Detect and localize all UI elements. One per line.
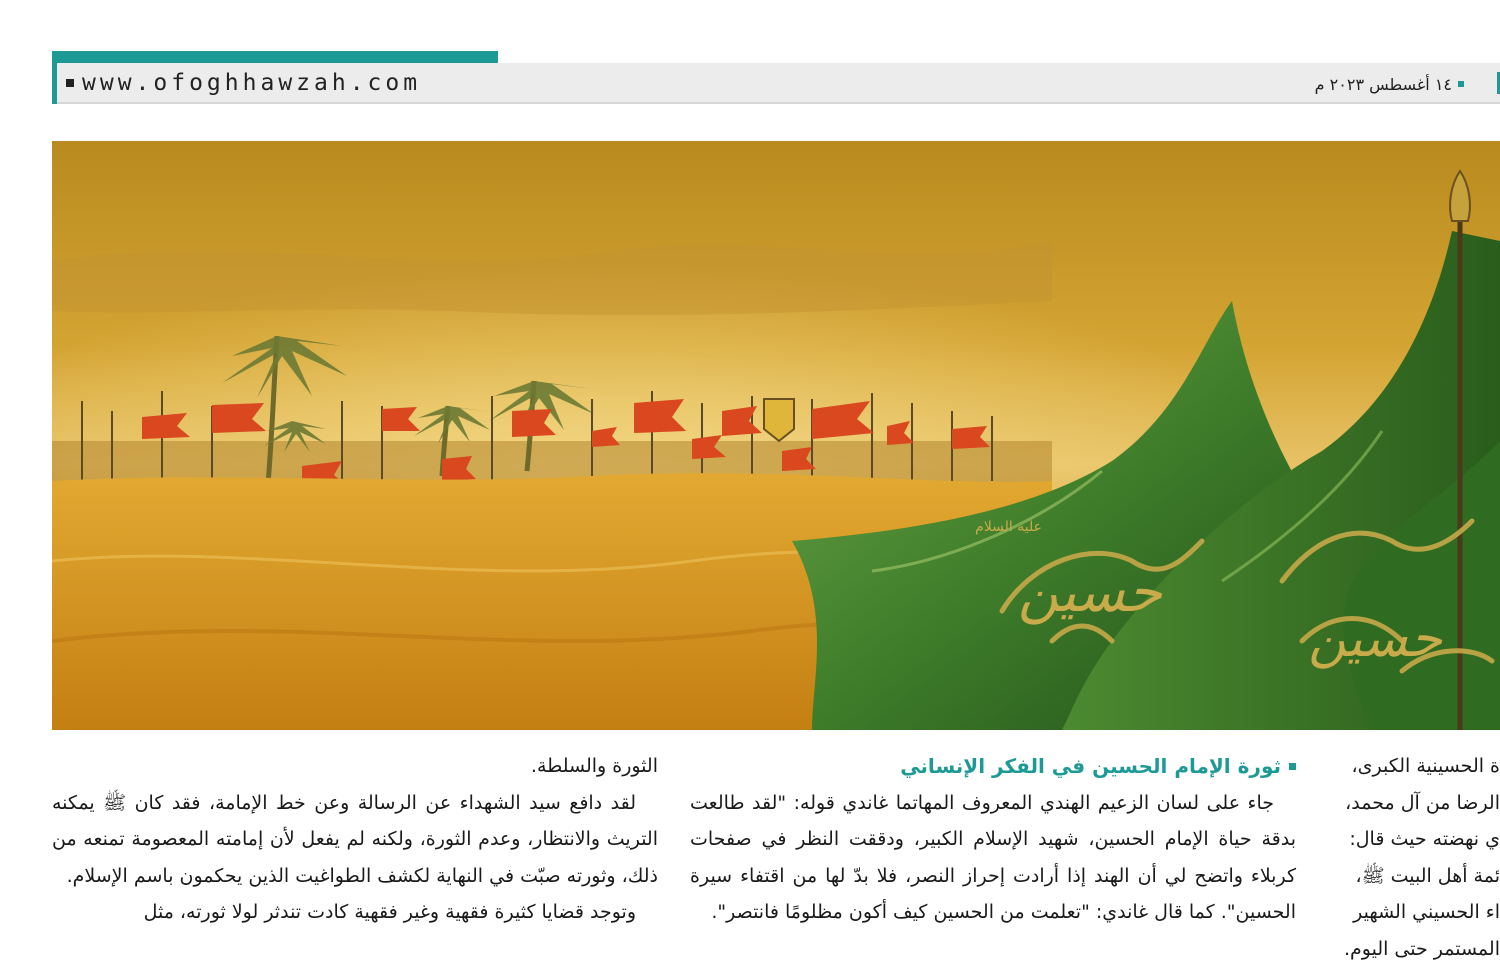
issue-date-text: ١٤ أغسطس ٢٠٢٣ م <box>1314 74 1452 94</box>
article-column-middle <box>690 748 1296 931</box>
header-accent-bar <box>52 51 498 63</box>
paragraph-line: ي نهضته حيث قال: <box>1349 828 1500 850</box>
paragraph: الثورة والسلطة. <box>530 755 658 777</box>
paragraph-line: ة الحسينية الكبرى، <box>1351 755 1500 777</box>
banner-calligraphy: حسين <box>1017 560 1162 625</box>
site-url[interactable] <box>66 68 421 98</box>
paragraph-line: ئمة أهل البيت ﷺ، <box>1355 864 1500 887</box>
hero-illustration <box>52 141 1500 730</box>
square-bullet-icon <box>1289 763 1296 770</box>
square-bullet-icon <box>1458 81 1464 87</box>
issue-date <box>1315 70 1464 98</box>
paragraph-line: الرضا من آل محمد، <box>1345 791 1500 814</box>
section-heading-text: ثورة الإمام الحسين في الفكر الإنساني <box>900 754 1281 778</box>
paragraph-line: اء الحسيني الشهير <box>1353 901 1500 923</box>
paragraph: لقد دافع سيد الشهداء عن الرسالة وعن خط الإمامة، فقد كان ﷺ يمكنه التريث والانتظار، وعدم الثورة، ولكنه لم يفعل لأن إمامته المعصومة تمنعه من ذلك، وثورته صبّت في النهاية لكشف الطواغيت الذين يحكمون باسم الإسلام. <box>52 791 658 887</box>
paragraph: جاء على لسان الزعيم الهندي المعروف المهاتما غاندي قوله: "لقد طالعت بدقة حياة الإمام الحسين، شهيد الإسلام الكبير، ودققت النظر في صفحات كربلاء واتضح لي أن الهند إذا أرادت إحراز النصر، فلا بدّ لها من اقتفاء سيرة الحسين". كما قال غاندي: "تعلمت من الحسين كيف أكون مظلومًا فانتصر". <box>690 791 1296 923</box>
karbala-flags-illustration <box>52 141 1500 730</box>
square-bullet-icon <box>66 79 74 87</box>
paragraph-line: المستمر حتى اليوم. <box>1343 937 1500 960</box>
site-url-text: www.ofoghhawzah.com <box>82 70 422 96</box>
banner-small-text: عليه السلام <box>975 519 1042 535</box>
section-heading <box>690 748 1296 785</box>
article-column-left <box>52 748 658 931</box>
banner-calligraphy-2: حسين <box>1308 609 1442 669</box>
article-column-right <box>1326 748 1500 967</box>
paragraph: وتوجد قضايا كثيرة فقهية وغير فقهية كادت تندثر لولا ثورته، مثل <box>143 901 636 923</box>
